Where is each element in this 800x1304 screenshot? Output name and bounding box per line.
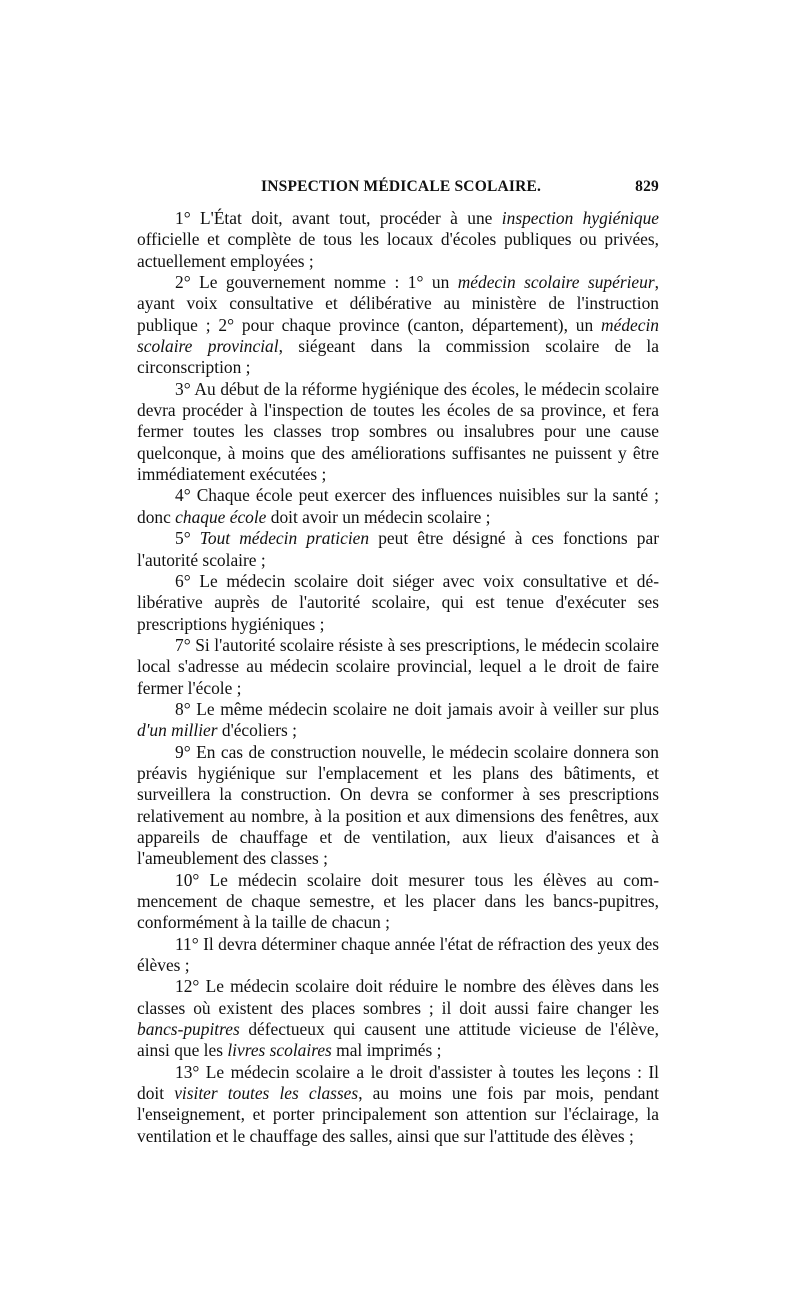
italic-text: chaque école xyxy=(175,506,267,527)
text-run: 8° Le même médecin scolaire ne doit jamais avoir à veiller sur plus xyxy=(175,698,659,719)
text-run: 4° Chaque école peut exercer des influences nuisibles sur la santé ; donc xyxy=(137,485,659,527)
paragraph-item-4 xyxy=(137,485,659,528)
body-text xyxy=(137,208,659,1147)
text-run: , siégeant dans la commission scolaire de la circonscription ; xyxy=(137,336,659,378)
text-run: 11° Il devra déterminer chaque année l'état de réfraction des yeux des élèves ; xyxy=(137,933,659,976)
text-run: 12° Le médecin scolaire doit réduire le nombre des élèves dans les classes où existent des places sombres ; il doit aussi faire changer les xyxy=(137,976,659,1018)
paragraph-item-10 xyxy=(137,870,659,934)
paragraph-item-12 xyxy=(137,976,659,1061)
italic-text: inspection hygiénique xyxy=(501,208,659,228)
page-number: 829 xyxy=(635,178,659,195)
text-run: doit avoir un médecin scolaire ; xyxy=(266,506,491,527)
text-run: d'écoliers ; xyxy=(217,720,297,741)
paragraph-item-5 xyxy=(137,528,659,571)
running-header xyxy=(137,178,659,204)
text-run: 10° Le médecin scolaire doit mesurer tous les élèves au commencement de chaque semestre, et les placer dans les bancs-pupitres, conformément à la taille de chacun ; xyxy=(137,869,659,933)
text-run: , au moins une fois par mois, pendant l'enseignement, et porter principalement son attention sur l'éclairage, la ventilation et le chauffage des salles, ainsi que sur l'attitude des élèves ; xyxy=(137,1083,659,1146)
paragraph-item-3 xyxy=(137,379,659,486)
text-run: mal imprimés ; xyxy=(331,1040,442,1061)
paragraph-item-13 xyxy=(137,1062,659,1147)
paragraph-item-11 xyxy=(137,934,659,977)
italic-text: médecin scolaire supérieur xyxy=(457,272,655,293)
book-page xyxy=(137,178,659,1147)
paragraph-item-7 xyxy=(137,635,659,699)
paragraph-item-9 xyxy=(137,742,659,870)
text-run: officielle et complète de tous les locaux d'écoles publiques ou privées, actuellement employées ; xyxy=(137,229,659,271)
text-run: 9° En cas de construction nouvelle, le médecin scolaire donnera son préavis hygiénique sur l'emplacement et les plans des bâtiments, et surveillera la construction. On devra se conformer à ses prescriptions relativement au nombre, à la position et aux dimensions des fenêtres, aux appareils de chauffage et de ventilation, aux lieux d'aisances et à l'ameublement des classes ; xyxy=(137,741,659,869)
paragraph-item-8 xyxy=(137,699,659,742)
italic-text: livres scolaires xyxy=(227,1040,332,1061)
text-run: 13° Le médecin scolaire a le droit d'assister à toutes les leçons : Il doit xyxy=(137,1061,659,1104)
text-run: peut être désigné à ces fonctions par l'autorité scolaire ; xyxy=(137,528,660,570)
text-run: 5° xyxy=(175,528,200,549)
text-run: 7° Si l'autorité scolaire résiste à ses prescriptions, le médecin scolaire local s'adresse au médecin scolaire provincial, lequel a le droit de faire fermer l'école ; xyxy=(137,634,659,698)
italic-text: visiter toutes les classes xyxy=(174,1083,359,1104)
italic-text: bancs-pupitres xyxy=(137,1019,240,1040)
text-run: 3° Au début de la réforme hygiénique des écoles, le médecin scolaire devra procéder à l'inspection de toutes les écoles de sa province, et fera fermer toutes les classes trop sombres ou insalubres pour une cause quelconque, à moins que des améliorations suffisantes ne puissent y être immédiatement exécutées ; xyxy=(137,378,659,485)
italic-text: médecin scolaire provincial xyxy=(137,314,659,357)
text-run: défectueux qui causent une attitude vicieuse de l'élève, ainsi que les xyxy=(137,1019,659,1061)
italic-text: d'un millier xyxy=(137,720,218,741)
text-run: , ayant voix consultative et délibérative au ministère de l'instruction publique ; 2° pour chaque province (canton, département), un xyxy=(137,272,659,335)
text-run: 1° L'État doit, avant tout, procéder à une xyxy=(175,208,502,228)
running-title: INSPECTION MÉDICALE SCOLAIRE. xyxy=(261,178,542,195)
paragraph-item-6 xyxy=(137,571,659,635)
italic-text: Tout médecin praticien xyxy=(199,528,370,549)
text-run: 2° Le gouvernement nomme : 1° un xyxy=(175,272,458,293)
paragraph-item-2 xyxy=(137,272,659,379)
text-run: 6° Le médecin scolaire doit siéger avec voix consultative et délibérative auprès de l'autorité scolaire, qui est tenue d'exécuter ses prescriptions hygiéniques ; xyxy=(137,570,659,634)
paragraph-item-1 xyxy=(137,208,659,272)
